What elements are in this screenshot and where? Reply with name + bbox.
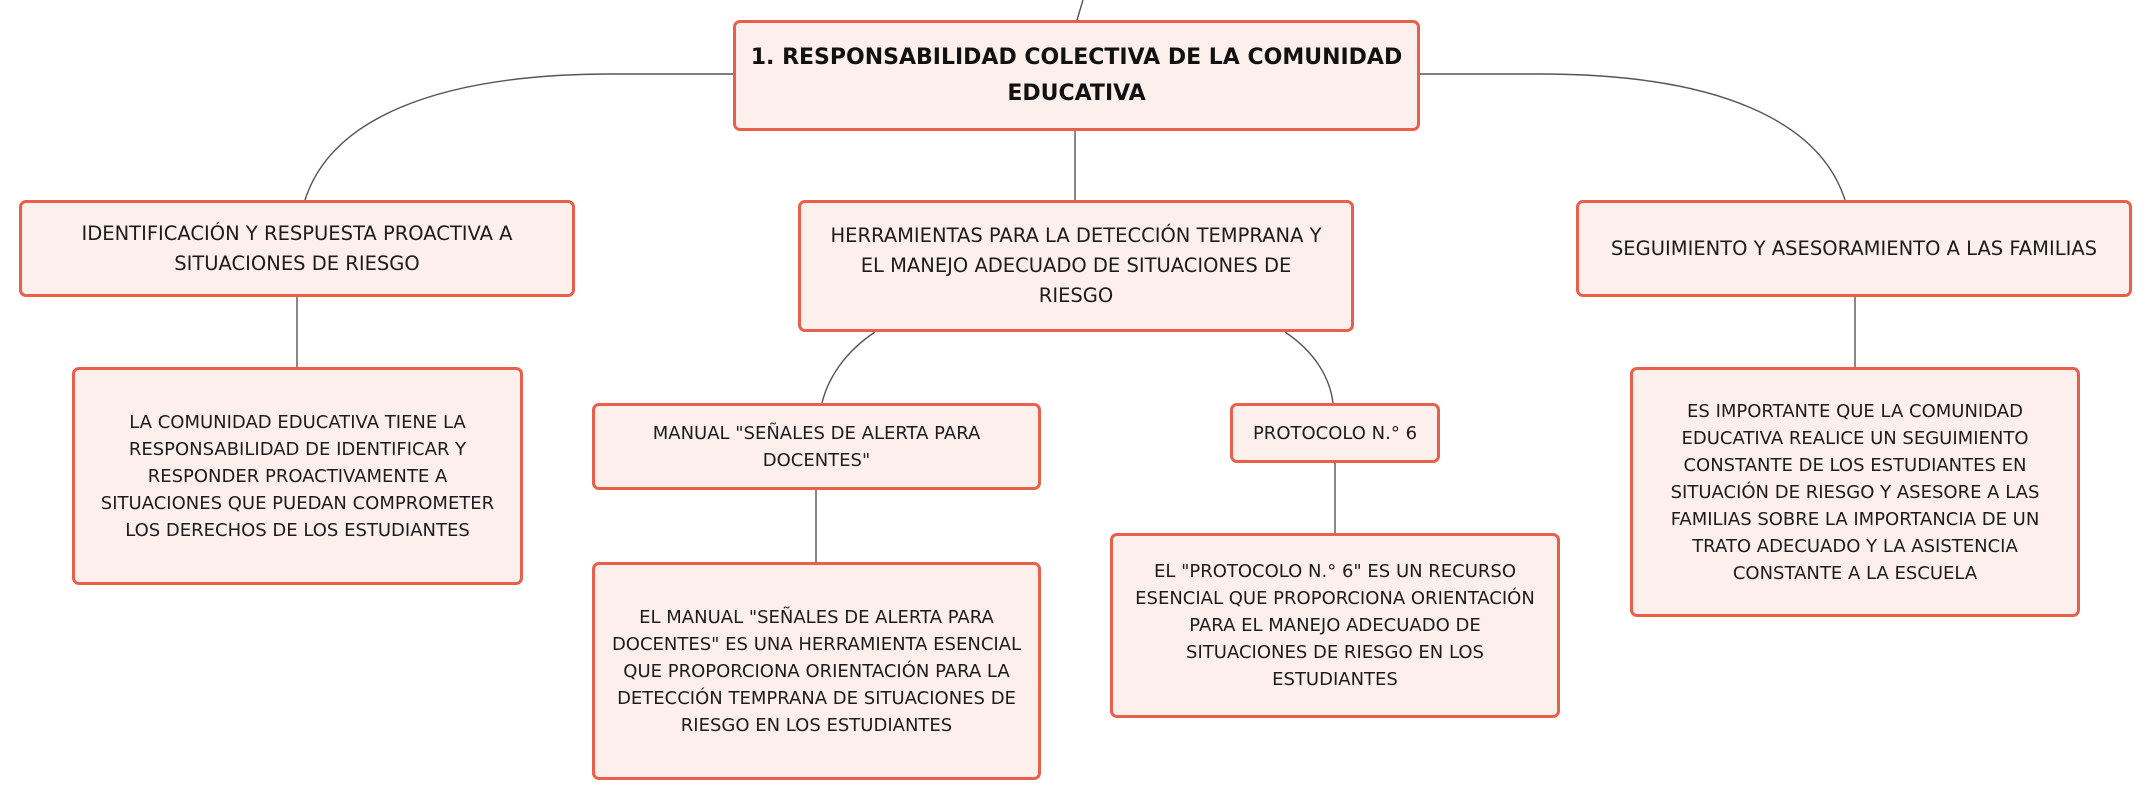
branch-identification[interactable] — [19, 200, 575, 297]
protocol-detail[interactable] — [1110, 533, 1560, 718]
connector-root-to-left — [305, 74, 733, 200]
branch-tools-label: HERRAMIENTAS PARA LA DETECCIÓN TEMPRANA Y EL MANEJO ADECUADO DE SITUACIONES DE RIESGO — [830, 224, 1322, 307]
manual-node[interactable] — [592, 403, 1041, 490]
protocol-node-label: PROTOCOLO N.° 6 — [1252, 422, 1418, 444]
branch-family-support-label: SEGUIMIENTO Y ASESORAMIENTO A LAS FAMILIAS — [1610, 236, 2098, 260]
manual-node-label: MANUAL "SEÑALES DE ALERTA PARA DOCENTES" — [652, 422, 981, 471]
identification-detail[interactable] — [72, 367, 523, 585]
protocol-node[interactable] — [1230, 403, 1440, 463]
connector-parent-to-root — [1077, 0, 1083, 20]
branch-family-support[interactable] — [1576, 200, 2132, 297]
root-topic-label: 1. RESPONSABILIDAD COLECTIVA DE LA COMUNIDAD EDUCATIVA — [750, 44, 1403, 106]
protocol-detail-text: EL "PROTOCOLO N.° 6" ES UN RECURSO ESENCIAL QUE PROPORCIONA ORIENTACIÓN PARA EL MANEJO ADECUADO DE SITUACIONES DE RIESGO EN LOS ESTUDIANTES — [1135, 561, 1535, 690]
identification-detail-text: LA COMUNIDAD EDUCATIVA TIENE LA RESPONSABILIDAD DE IDENTIFICAR Y RESPONDER PROACTIVAMENTE A SITUACIONES QUE PUEDAN COMPROMETER LOS DERECHOS DE LOS ESTUDIANTES — [100, 411, 495, 541]
root-topic[interactable] — [733, 20, 1420, 131]
branch-identification-label: IDENTIFICACIÓN Y RESPUESTA PROACTIVA A SITUACIONES DE RIESGO — [81, 221, 513, 275]
connector-root-to-right — [1420, 74, 1845, 200]
manual-detail[interactable] — [592, 562, 1041, 780]
family-support-detail[interactable] — [1630, 367, 2080, 617]
connector-center-to-manual — [822, 332, 875, 403]
branch-tools[interactable] — [798, 200, 1354, 332]
family-support-detail-text: ES IMPORTANTE QUE LA COMUNIDAD EDUCATIVA REALICE UN SEGUIMIENTO CONSTANTE DE LOS ESTUDIANTES EN SITUACIÓN DE RIESGO Y ASESORE A LAS FAMILIAS SOBRE LA IMPORTANCIA DE UN TRATO ADECUADO Y LA ASISTENCIA CONSTANTE A LA ESCUELA — [1670, 400, 2040, 584]
manual-detail-text: EL MANUAL "SEÑALES DE ALERTA PARA DOCENTES" ES UNA HERRAMIENTA ESENCIAL QUE PROPORCIONA ORIENTACIÓN PARA LA DETECCIÓN TEMPRANA DE SITUACIONES DE RIESGO EN LOS ESTUDIANTES — [611, 606, 1022, 736]
connector-center-to-protocol — [1285, 332, 1333, 403]
